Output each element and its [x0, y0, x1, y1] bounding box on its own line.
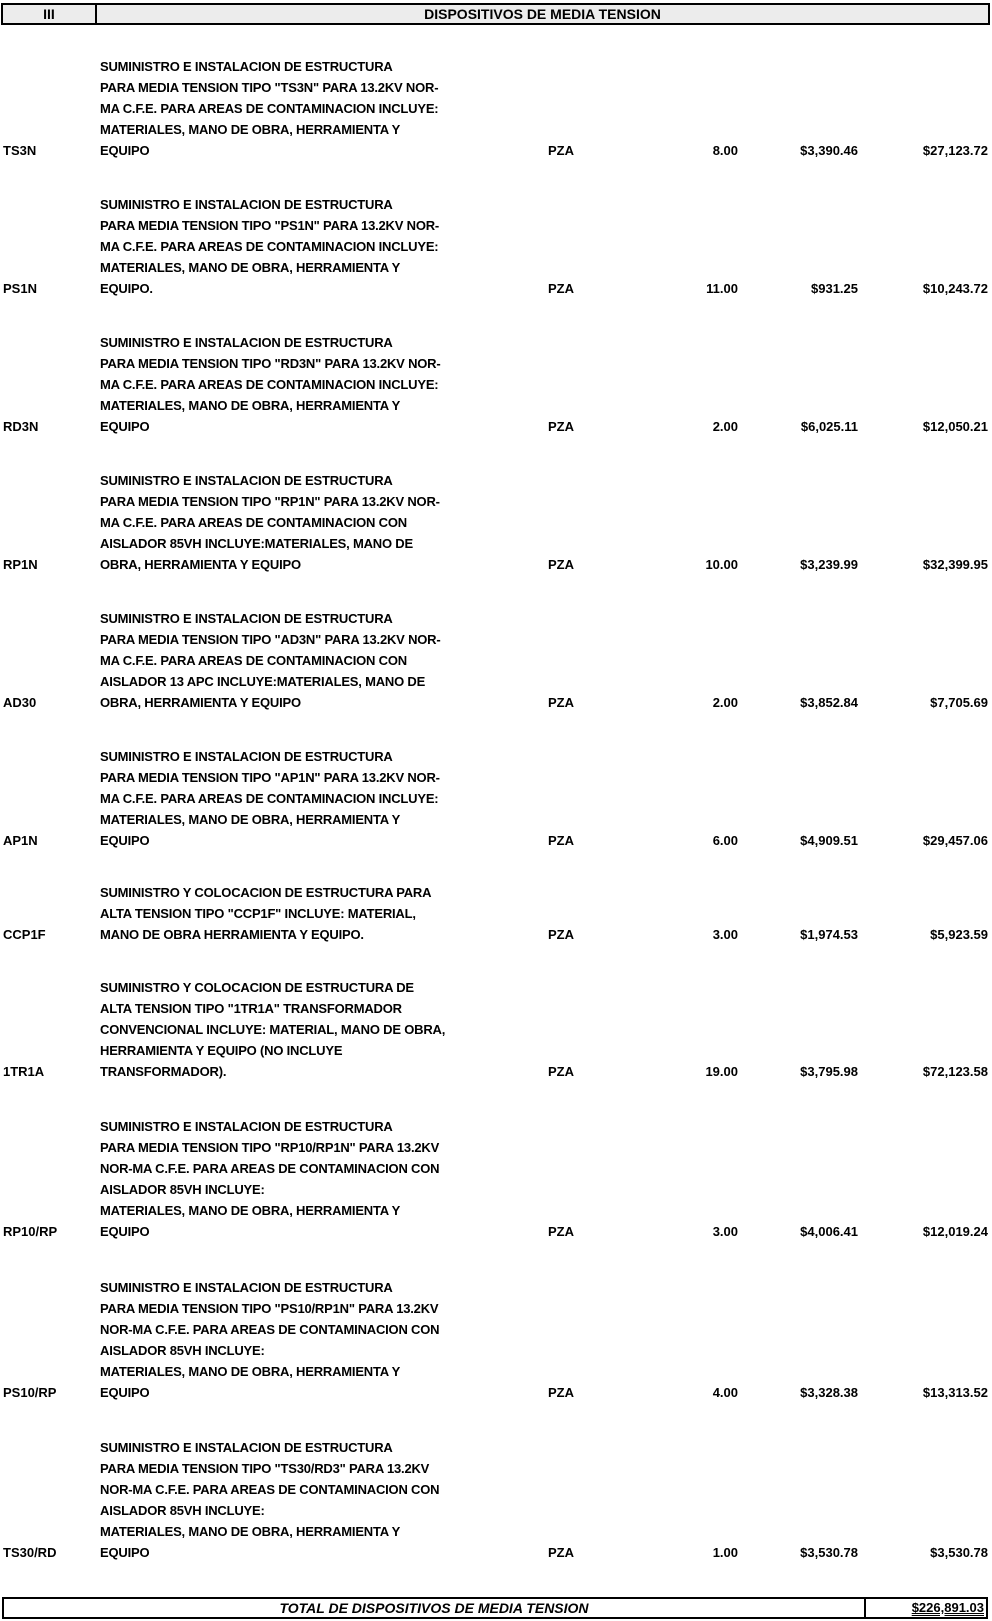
item-unit-price: $1,974.53: [800, 927, 858, 942]
table-row: [0, 1437, 992, 1563]
item-code: AP1N: [3, 833, 38, 848]
item-unit: PZA: [548, 1545, 574, 1560]
description-line: EQUIPO: [100, 143, 150, 158]
description-line: MATERIALES, MANO DE OBRA, HERRAMIENTA Y: [100, 1364, 401, 1379]
description-line: SUMINISTRO E INSTALACION DE ESTRUCTURA: [100, 1440, 393, 1455]
item-unit-price: $931.25: [811, 281, 858, 296]
table-row: [0, 311, 992, 437]
item-description: [100, 56, 550, 161]
description-line: PARA MEDIA TENSION TIPO "PS1N" PARA 13.2KV NOR-: [100, 218, 440, 233]
description-line: MA C.F.E. PARA AREAS DE CONTAMINACION INCLUYE:: [100, 239, 439, 254]
item-amount: $32,399.95: [922, 557, 988, 572]
description-line: PARA MEDIA TENSION TIPO "TS3N" PARA 13.2KV NOR-: [100, 80, 439, 95]
item-code: RP10/RP: [3, 1224, 58, 1239]
item-description: [100, 1277, 550, 1403]
section-title: DISPOSITIVOS DE MEDIA TENSION: [97, 3, 990, 25]
description-line: MATERIALES, MANO DE OBRA, HERRAMIENTA Y: [100, 260, 401, 275]
item-amount: $12,019.24: [922, 1224, 988, 1239]
item-amount: $5,923.59: [930, 927, 988, 942]
description-line: EQUIPO: [100, 419, 150, 434]
description-line: MA C.F.E. PARA AREAS DE CONTAMINACION INCLUYE:: [100, 377, 439, 392]
item-unit: PZA: [548, 1064, 574, 1079]
description-line: MA C.F.E. PARA AREAS DE CONTAMINACION CON: [100, 515, 407, 530]
item-code: TS30/RD: [3, 1545, 57, 1560]
description-line: SUMINISTRO E INSTALACION DE ESTRUCTURA: [100, 335, 393, 350]
description-line: MATERIALES, MANO DE OBRA, HERRAMIENTA Y: [100, 122, 401, 137]
item-description: [100, 608, 550, 713]
description-line: EQUIPO: [100, 1385, 150, 1400]
item-quantity: 6.00: [712, 833, 738, 848]
total-label: TOTAL DE DISPOSITIVOS DE MEDIA TENSION: [279, 1600, 589, 1616]
item-quantity: 2.00: [712, 419, 738, 434]
description-line: MA C.F.E. PARA AREAS DE CONTAMINACION CON: [100, 653, 407, 668]
description-line: NOR-MA C.F.E. PARA AREAS DE CONTAMINACION CON: [100, 1482, 440, 1497]
item-unit: PZA: [548, 419, 574, 434]
item-quantity: 19.00: [705, 1064, 738, 1079]
item-unit: PZA: [548, 833, 574, 848]
item-unit-price: $3,795.98: [800, 1064, 858, 1079]
item-description: [100, 1437, 550, 1563]
item-amount: $12,050.21: [922, 419, 988, 434]
item-unit-price: $3,390.46: [800, 143, 858, 158]
description-line: SUMINISTRO E INSTALACION DE ESTRUCTURA: [100, 473, 393, 488]
description-line: SUMINISTRO E INSTALACION DE ESTRUCTURA: [100, 59, 393, 74]
item-code: PS10/RP: [3, 1385, 57, 1400]
item-unit-price: $3,239.99: [800, 557, 858, 572]
item-unit: PZA: [548, 1385, 574, 1400]
description-line: MATERIALES, MANO DE OBRA, HERRAMIENTA Y: [100, 1203, 401, 1218]
description-line: PARA MEDIA TENSION TIPO "TS30/RD3" PARA 13.2KV: [100, 1461, 430, 1476]
item-unit: PZA: [548, 143, 574, 158]
table-row: [0, 173, 992, 299]
item-quantity: 10.00: [705, 557, 738, 572]
description-line: PARA MEDIA TENSION TIPO "RP1N" PARA 13.2KV NOR-: [100, 494, 440, 509]
description-line: OBRA, HERRAMIENTA Y EQUIPO: [100, 557, 301, 572]
item-amount: $10,243.72: [922, 281, 988, 296]
item-description: [100, 194, 550, 299]
description-line: EQUIPO: [100, 1224, 150, 1239]
item-amount: $13,313.52: [922, 1385, 988, 1400]
description-line: MANO DE OBRA HERRAMIENTA Y EQUIPO.: [100, 927, 364, 942]
item-quantity: 4.00: [712, 1385, 738, 1400]
description-line: TRANSFORMADOR).: [100, 1064, 227, 1079]
description-line: AISLADOR 85VH INCLUYE:: [100, 1182, 265, 1197]
description-line: SUMINISTRO E INSTALACION DE ESTRUCTURA: [100, 197, 393, 212]
description-line: ALTA TENSION TIPO "CCP1F" INCLUYE: MATERIAL,: [100, 906, 416, 921]
description-line: ALTA TENSION TIPO "1TR1A" TRANSFORMADOR: [100, 1001, 402, 1016]
item-code: CCP1F: [3, 927, 46, 942]
item-quantity: 3.00: [712, 927, 738, 942]
item-quantity: 1.00: [712, 1545, 738, 1560]
description-line: AISLADOR 85VH INCLUYE:: [100, 1503, 265, 1518]
description-line: NOR-MA C.F.E. PARA AREAS DE CONTAMINACION CON: [100, 1322, 440, 1337]
table-row: [0, 587, 992, 713]
description-line: HERRAMIENTA Y EQUIPO (NO INCLUYE: [100, 1043, 343, 1058]
description-line: SUMINISTRO E INSTALACION DE ESTRUCTURA: [100, 1119, 393, 1134]
description-line: CONVENCIONAL INCLUYE: MATERIAL, MANO DE OBRA,: [100, 1022, 446, 1037]
item-unit-price: $4,909.51: [800, 833, 858, 848]
total-row: [2, 1597, 988, 1619]
description-line: PARA MEDIA TENSION TIPO "PS10/RP1N" PARA 13.2KV: [100, 1301, 439, 1316]
item-unit: PZA: [548, 695, 574, 710]
description-line: MA C.F.E. PARA AREAS DE CONTAMINACION INCLUYE:: [100, 791, 439, 806]
item-unit-price: $3,852.84: [800, 695, 858, 710]
item-code: PS1N: [3, 281, 37, 296]
item-description: [100, 882, 550, 945]
description-line: SUMINISTRO Y COLOCACION DE ESTRUCTURA PARA: [100, 885, 432, 900]
item-code: AD30: [3, 695, 37, 710]
description-line: SUMINISTRO E INSTALACION DE ESTRUCTURA: [100, 1280, 393, 1295]
table-row: [0, 819, 992, 945]
description-line: MATERIALES, MANO DE OBRA, HERRAMIENTA Y: [100, 398, 401, 413]
total-divider: [864, 1597, 866, 1619]
item-unit-price: $3,530.78: [800, 1545, 858, 1560]
item-unit: PZA: [548, 1224, 574, 1239]
description-line: MATERIALES, MANO DE OBRA, HERRAMIENTA Y: [100, 1524, 401, 1539]
item-description: [100, 1116, 550, 1242]
table-row: [0, 956, 992, 1082]
item-code: TS3N: [3, 143, 37, 158]
item-unit: PZA: [548, 927, 574, 942]
description-line: AISLADOR 13 APC INCLUYE:MATERIALES, MANO DE: [100, 674, 426, 689]
description-line: PARA MEDIA TENSION TIPO "RD3N" PARA 13.2KV NOR-: [100, 356, 441, 371]
item-unit-price: $3,328.38: [800, 1385, 858, 1400]
description-line: NOR-MA C.F.E. PARA AREAS DE CONTAMINACION CON: [100, 1161, 440, 1176]
description-line: EQUIPO: [100, 1545, 150, 1560]
item-unit: PZA: [548, 281, 574, 296]
table-row: [0, 35, 992, 161]
description-line: SUMINISTRO Y COLOCACION DE ESTRUCTURA DE: [100, 980, 414, 995]
total-value: $226,891.03: [911, 1600, 984, 1615]
description-line: OBRA, HERRAMIENTA Y EQUIPO: [100, 695, 301, 710]
description-line: SUMINISTRO E INSTALACION DE ESTRUCTURA: [100, 611, 393, 626]
description-line: EQUIPO.: [100, 281, 153, 296]
item-code: RD3N: [3, 419, 39, 434]
item-quantity: 8.00: [712, 143, 738, 158]
description-line: SUMINISTRO E INSTALACION DE ESTRUCTURA: [100, 749, 393, 764]
item-quantity: 2.00: [712, 695, 738, 710]
description-line: MATERIALES, MANO DE OBRA, HERRAMIENTA Y: [100, 812, 401, 827]
table-row: [0, 449, 992, 575]
table-row: [0, 1277, 992, 1403]
table-row: [0, 1116, 992, 1242]
item-quantity: 3.00: [712, 1224, 738, 1239]
item-amount: $72,123.58: [922, 1064, 988, 1079]
item-quantity: 11.00: [706, 281, 738, 296]
item-description: [100, 332, 550, 437]
description-line: AISLADOR 85VH INCLUYE:MATERIALES, MANO DE: [100, 536, 413, 551]
item-unit-price: $4,006.41: [800, 1224, 858, 1239]
item-amount: $27,123.72: [922, 143, 988, 158]
description-line: PARA MEDIA TENSION TIPO "AP1N" PARA 13.2KV NOR-: [100, 770, 440, 785]
description-line: PARA MEDIA TENSION TIPO "AD3N" PARA 13.2KV NOR-: [100, 632, 441, 647]
item-code: 1TR1A: [3, 1064, 45, 1079]
item-description: [100, 977, 550, 1082]
section-number: III: [1, 3, 97, 25]
item-amount: $29,457.06: [922, 833, 988, 848]
description-line: AISLADOR 85VH INCLUYE:: [100, 1343, 265, 1358]
item-amount: $7,705.69: [930, 695, 988, 710]
item-unit-price: $6,025.11: [800, 419, 858, 434]
item-description: [100, 470, 550, 575]
description-line: EQUIPO: [100, 833, 150, 848]
item-unit: PZA: [548, 557, 574, 572]
description-line: MA C.F.E. PARA AREAS DE CONTAMINACION INCLUYE:: [100, 101, 439, 116]
description-line: PARA MEDIA TENSION TIPO "RP10/RP1N" PARA 13.2KV: [100, 1140, 440, 1155]
item-amount: $3,530.78: [930, 1545, 988, 1560]
item-code: RP1N: [3, 557, 38, 572]
